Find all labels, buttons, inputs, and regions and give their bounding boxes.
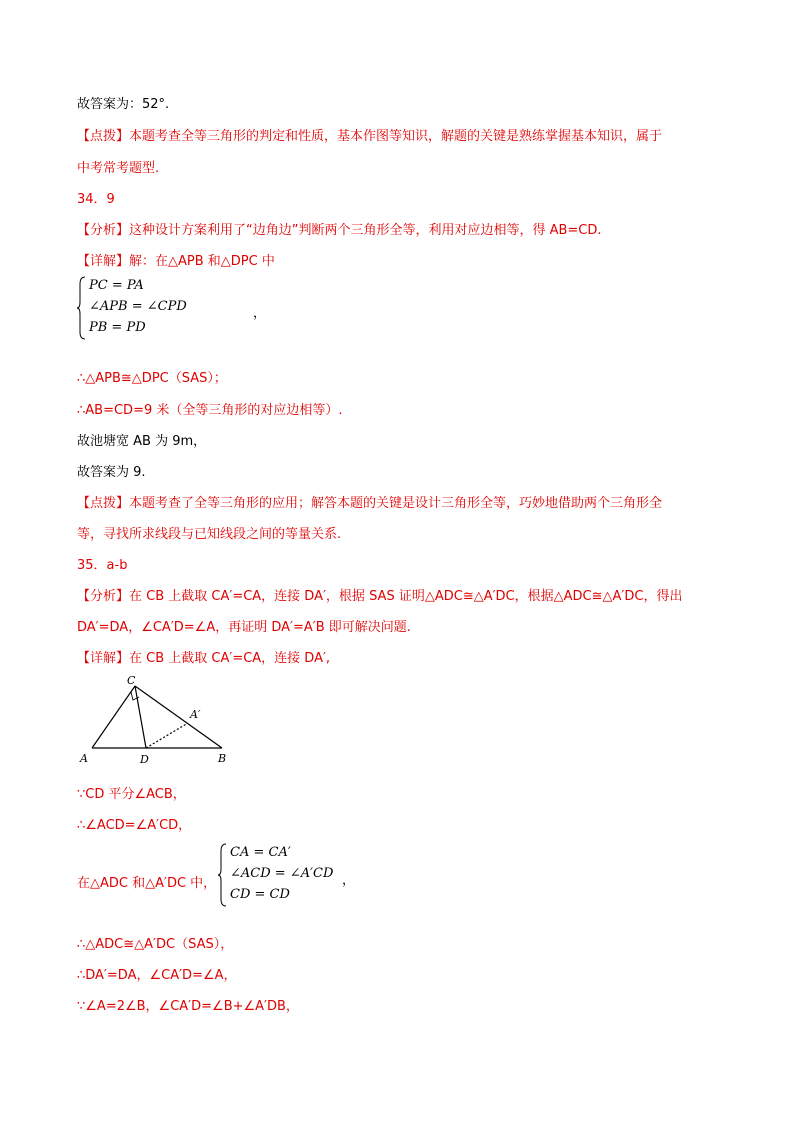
left-brace-icon-2: [218, 843, 228, 907]
system-2-comma: ，: [342, 873, 356, 888]
label-a: A: [80, 752, 88, 765]
equation-system-2: [218, 843, 368, 907]
detail-35-line: 【详解】在 CB 上截取 CA′=CA，连接 DA′,: [77, 651, 331, 666]
label-d: D: [140, 753, 149, 766]
tip-34-line-1: 【点拨】本题考查了全等三角形的应用；解答本题的关键是设计三角形全等，巧妙地借助两个三角形全: [77, 496, 663, 511]
equation-acd-a-prime-cd: ∠ACD = ∠A′CD: [230, 866, 334, 881]
analysis-35-line-2: DA′=DA，∠CA′D=∠A，再证明 DA′=A′B 即可解决问题.: [77, 620, 411, 635]
tip-line-2: 中考常考题型.: [77, 161, 160, 176]
equation-system-1: [77, 276, 267, 340]
answer-52-line: 故答案为：52°.: [77, 97, 170, 112]
equation-apb-cpd: ∠APB = ∠CPD: [89, 299, 187, 314]
equation-ca-ca-prime: CA = CA′: [230, 845, 291, 860]
question-35-heading: 35．a-b: [77, 558, 128, 573]
label-c: C: [127, 674, 136, 687]
tip-34-line-2: 等，寻找所求线段与已知线段之间的等量关系.: [77, 527, 342, 542]
da-prime-equals-da-line: ∴DA′=DA，∠CA′D=∠A，: [77, 968, 237, 983]
congruence-adc-line: ∴△ADC≅△A′DC（SAS），: [77, 937, 234, 952]
label-a-prime: A′: [190, 708, 201, 721]
left-brace-icon: [77, 276, 87, 340]
cd-bisects-line: ∵CD 平分∠ACB，: [77, 787, 186, 802]
label-b: B: [218, 752, 227, 765]
question-34-heading: 34．9: [77, 192, 115, 207]
analysis-35-line-1: 【分析】在 CB 上截取 CA′=CA，连接 DA′，根据 SAS 证明△ADC≅△A′DC，根据△ADC≅△A′DC，得出: [77, 589, 683, 604]
equation-pc-pa: PC = PA: [89, 278, 144, 293]
system-1-comma: ，: [253, 306, 267, 321]
segment-ac: [92, 686, 135, 748]
equation-pb-pd: PB = PD: [89, 320, 146, 335]
angle-acd-line: ∴∠ACD=∠A′CD，: [77, 818, 192, 833]
pond-width-line: 故池塘宽 AB 为 9m，: [77, 434, 207, 449]
in-triangles-line: 在△ADC 和△A′DC 中，: [77, 876, 217, 891]
equation-cd-cd: CD = CD: [230, 887, 290, 902]
segment-cb: [135, 686, 222, 748]
triangle-figure: [72, 670, 242, 770]
angle-a-2b-line: ∵∠A=2∠B，∠CA′D=∠B+∠A′DB，: [77, 999, 299, 1014]
detail-34-line: 【详解】解：在△APB 和△DPC 中: [77, 254, 275, 269]
segment-cd: [135, 686, 146, 748]
tip-line-1: 【点拨】本题考查全等三角形的判定和性质，基本作图等知识，解题的关键是熟练掌握基本知识，属于: [77, 129, 663, 144]
segment-da-prime: [146, 723, 188, 748]
analysis-34-line: 【分析】这种设计方案利用了“边角边”判断两个三角形全等，利用对应边相等，得 AB=CD.: [77, 223, 602, 238]
congruence-apb-dpc: ∴△APB≅△DPC（SAS）；: [77, 371, 227, 386]
answer-9-line: 故答案为 9.: [77, 465, 146, 480]
ab-equals-cd-line: ∴AB=CD=9 米（全等三角形的对应边相等）.: [77, 403, 343, 418]
